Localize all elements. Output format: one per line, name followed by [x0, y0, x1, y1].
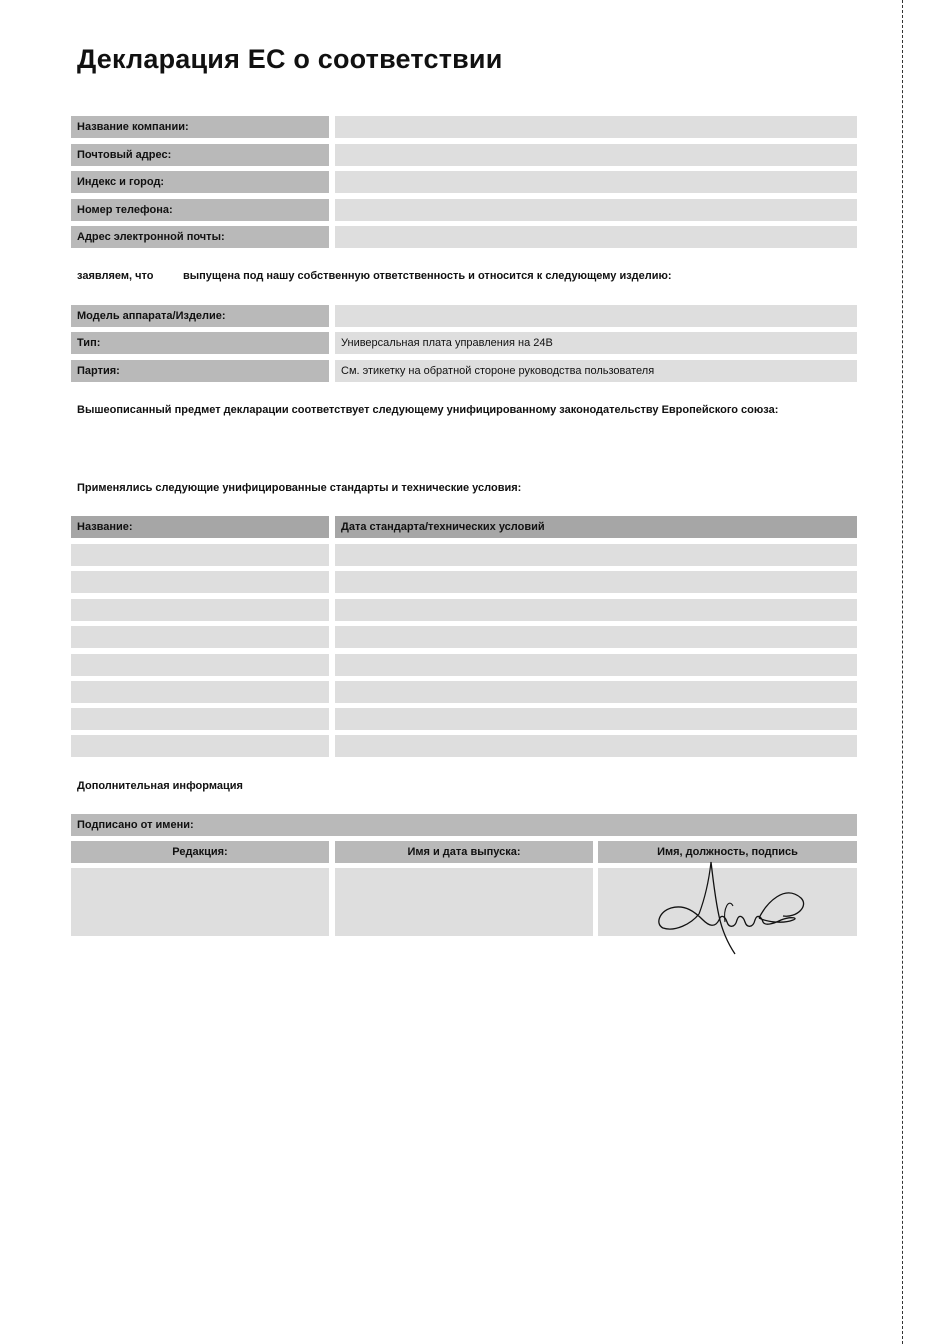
- standard-name-field[interactable]: [71, 654, 329, 676]
- product-batch-field[interactable]: См. этикетку на обратной стороне руководства пользователя: [335, 360, 857, 382]
- email-field[interactable]: [335, 226, 857, 248]
- email-label: Адрес электронной почты:: [71, 226, 329, 248]
- standards-col-name: Название:: [71, 516, 329, 538]
- standard-date-field[interactable]: [335, 571, 857, 593]
- product-model-field[interactable]: [335, 305, 857, 327]
- standard-date-field[interactable]: [335, 626, 857, 648]
- legislation-text: Вышеописанный предмет декларации соответствует следующему унифицированному законодательству Европейского союза:: [77, 404, 779, 416]
- standard-name-field[interactable]: [71, 708, 329, 730]
- standard-name-field[interactable]: [71, 599, 329, 621]
- postal-address-field[interactable]: [335, 144, 857, 166]
- standard-name-field[interactable]: [71, 571, 329, 593]
- standard-name-field[interactable]: [71, 544, 329, 566]
- standard-name-field[interactable]: [71, 626, 329, 648]
- edition-field[interactable]: [71, 868, 329, 936]
- zip-city-field[interactable]: [335, 171, 857, 193]
- company-name-field[interactable]: [335, 116, 857, 138]
- phone-label: Номер телефона:: [71, 199, 329, 221]
- product-batch-label: Партия:: [71, 360, 329, 382]
- cut-line: [902, 0, 903, 1344]
- standard-date-field[interactable]: [335, 654, 857, 676]
- standard-date-field[interactable]: [335, 544, 857, 566]
- standard-date-field[interactable]: [335, 735, 857, 757]
- standard-name-field[interactable]: [71, 681, 329, 703]
- page-title: Декларация ЕС о соответствии: [77, 44, 503, 74]
- standard-date-field[interactable]: [335, 681, 857, 703]
- additional-info-label: Дополнительная информация: [77, 780, 243, 792]
- declare-prefix: заявляем, что: [77, 270, 154, 282]
- signature-image: [655, 858, 805, 956]
- edition-col-header: Редакция:: [71, 841, 329, 863]
- product-type-field[interactable]: Универсальная плата управления на 24В: [335, 332, 857, 354]
- issue-field[interactable]: [335, 868, 593, 936]
- declare-text: выпущена под нашу собственную ответственность и относится к следующему изделию:: [183, 270, 672, 282]
- standards-intro: Применялись следующие унифицированные стандарты и технические условия:: [77, 482, 522, 494]
- postal-address-label: Почтовый адрес:: [71, 144, 329, 166]
- standards-col-date: Дата стандарта/технических условий: [335, 516, 857, 538]
- standard-name-field[interactable]: [71, 735, 329, 757]
- phone-field[interactable]: [335, 199, 857, 221]
- company-name-label: Название компании:: [71, 116, 329, 138]
- standard-date-field[interactable]: [335, 708, 857, 730]
- issue-col-header: Имя и дата выпуска:: [335, 841, 593, 863]
- product-type-label: Тип:: [71, 332, 329, 354]
- product-model-label: Модель аппарата/Изделие:: [71, 305, 329, 327]
- signature-col-header: Имя, должность, подпись: [598, 841, 857, 863]
- zip-city-label: Индекс и город:: [71, 171, 329, 193]
- standard-date-field[interactable]: [335, 599, 857, 621]
- signed-on-behalf-label: Подписано от имени:: [71, 814, 857, 836]
